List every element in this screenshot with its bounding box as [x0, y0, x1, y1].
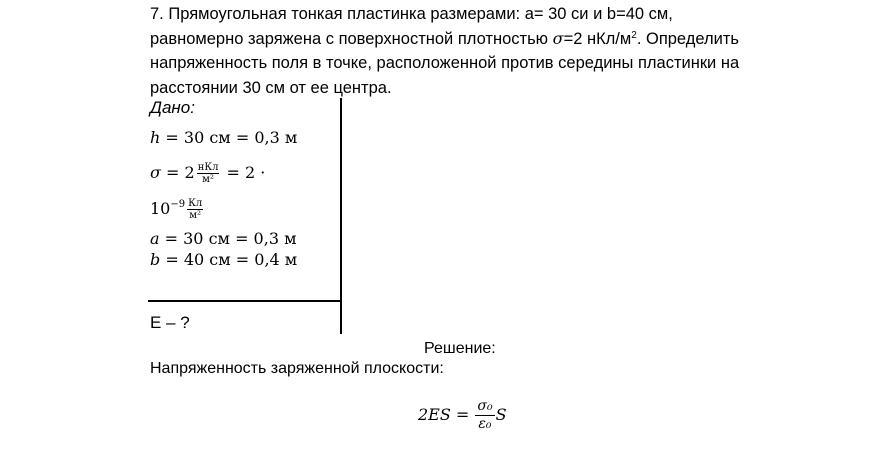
given-sigma-continued [150, 198, 205, 221]
solution-formula [418, 398, 507, 433]
problem-line-2-end: . Определить [636, 29, 739, 48]
problem-line-1: 7. Прямоугольная тонкая пластинка размерами: a= 30 си и b=40 см, [150, 5, 673, 23]
given-h-var: h [150, 128, 161, 147]
given-sigma-eq1: = 2 [160, 163, 195, 182]
given-sigma-num: нКл [197, 162, 219, 173]
given-a-var: a [150, 229, 160, 248]
given-sigma [150, 162, 265, 185]
find-label: E – ? [150, 313, 190, 332]
problem-line-3: напряженность поля в точке, расположенной против середины пластинки на [150, 54, 740, 72]
problem-line-4: расстоянии 30 см от ее центра. [150, 78, 392, 97]
solution-text: Напряженность заряженной плоскости: [150, 360, 444, 377]
solution-title: Решение: [424, 340, 496, 357]
problem-line-2 [150, 27, 850, 52]
given-b-expr: = 40 см = 0,4 м [160, 250, 298, 269]
sigma-symbol: σ [552, 28, 564, 48]
given-sigma-fraction-2 [187, 198, 203, 221]
given-divider-horizontal [148, 300, 341, 302]
formula-fraction [475, 398, 494, 433]
given-divider-vertical [340, 98, 342, 334]
given-b [150, 250, 297, 269]
given-h-expr: = 30 см = 0,3 м [160, 128, 298, 147]
given-h [150, 128, 297, 147]
given-b-var: b [150, 250, 161, 269]
formula-num: σ₀ [477, 398, 493, 414]
given-sigma-pow-exp: −9 [170, 199, 186, 210]
given-sigma-num2: Кл [188, 198, 203, 209]
formula-lhs: 2ES = [418, 405, 475, 424]
given-sigma-pow-base: 10 [150, 199, 171, 218]
formula-den: ε₀ [478, 416, 492, 432]
formula-rhs: S [495, 405, 507, 424]
given-sigma-fraction [197, 162, 220, 185]
given-sigma-var: σ [150, 163, 161, 182]
given-sigma-den: м² [202, 174, 214, 185]
given-a-expr: = 30 см = 0,3 м [159, 229, 297, 248]
given-sigma-eq2: = 2 · [221, 163, 266, 182]
problem-statement [150, 2, 850, 100]
given-a [150, 229, 297, 248]
given-sigma-den2: м² [189, 210, 202, 221]
problem-line-2-sup: 2 [631, 29, 637, 41]
problem-line-2-units: =2 нКл/м [563, 29, 632, 48]
problem-line-2-text: равномерно заряжена с поверхностной плотностью [150, 29, 553, 48]
given-title: Дано: [150, 98, 195, 117]
